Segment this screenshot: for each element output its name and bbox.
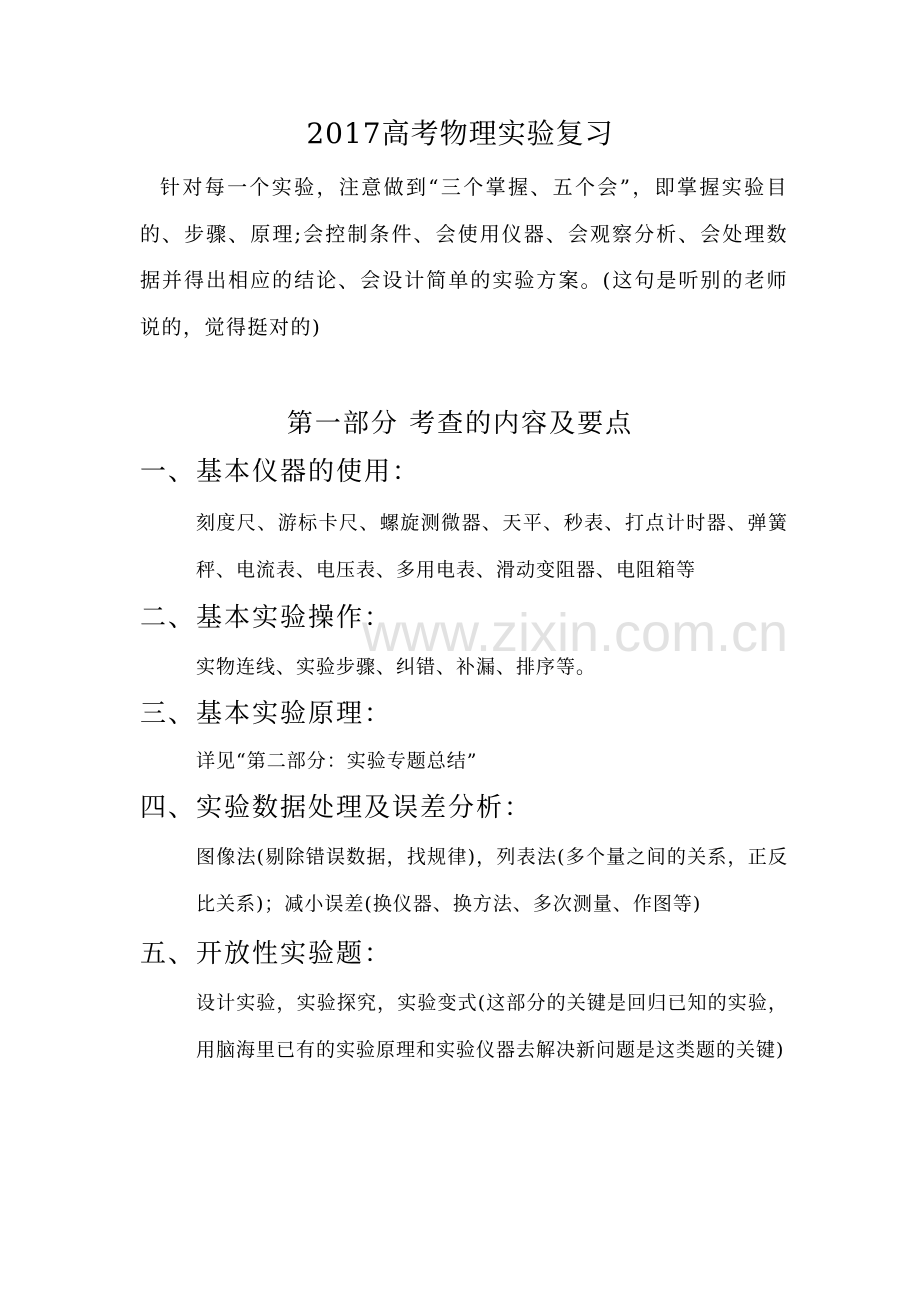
part-title: 第一部分 考查的内容及要点 xyxy=(286,409,634,439)
section-heading-basic-operations: 二、基本实验操作： xyxy=(140,603,393,633)
section-body-basic-operations: 实物连线、实验步骤、纠错、补漏、排序等。 xyxy=(196,656,597,678)
section-heading-basic-principles: 三、基本实验原理： xyxy=(140,699,393,729)
section-heading-open-experiments: 五、开放性实验题： xyxy=(140,939,393,969)
intro-paragraph: 针对每一个实验，注意做到“三个掌握、五个会”，即掌握实验目的、步骤、原理;会控制条件、会使用仪器、会观察分析、会处理数据并得出相应的结论、会设计简单的实验方案。(这句是听别的老师说的，觉得挺对的) xyxy=(140,175,788,339)
section-body-open-experiments: 设计实验，实验探究，实验变式(这部分的关键是回归已知的实验，用脑海里已有的实验原理和实验仪器去解决新问题是这类题的关键) xyxy=(196,992,788,1061)
section-heading-basic-instruments: 一、基本仪器的使用： xyxy=(140,457,421,487)
watermark: www.zixin.com.cn xyxy=(362,603,789,663)
section-heading-data-processing: 四、实验数据处理及误差分析： xyxy=(140,793,533,823)
document-title: 2017高考物理实验复习 xyxy=(306,117,614,150)
section-body-basic-principles: 详见“第二部分：实验专题总结” xyxy=(196,750,478,772)
section-body-data-processing: 图像法(剔除错误数据，找规律)，列表法(多个量之间的关系，正反比关系)；减小误差(换仪器、换方法、多次测量、作图等) xyxy=(196,846,788,915)
section-body-basic-instruments: 刻度尺、游标卡尺、螺旋测微器、天平、秒表、打点计时器、弹簧秤、电流表、电压表、多用电表、滑动变阻器、电阻箱等 xyxy=(196,512,788,581)
